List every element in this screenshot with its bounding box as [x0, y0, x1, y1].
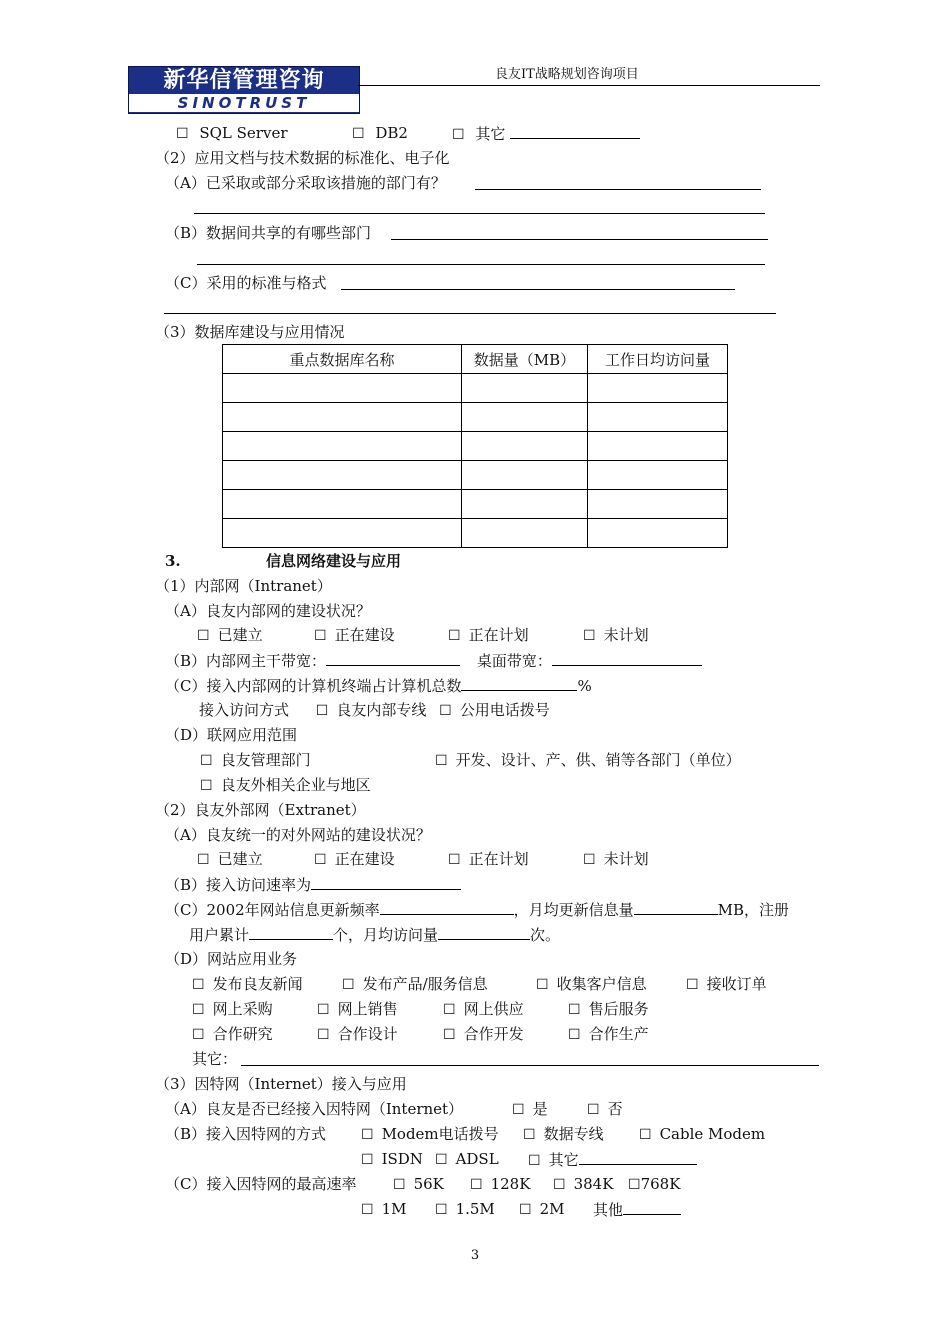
other-input-line[interactable] — [510, 123, 640, 139]
table-header-row — [223, 345, 728, 374]
checkbox-icon[interactable]: ☐ — [314, 628, 327, 644]
other-label: 其他 — [593, 1201, 624, 1219]
website-opt-planning[interactable] — [448, 849, 529, 870]
website-opt-unplanned[interactable] — [583, 849, 649, 870]
option-label: 其它 — [548, 1151, 579, 1169]
question-label: MB，注册 — [717, 901, 790, 919]
registered-users-input[interactable] — [249, 924, 333, 940]
checkbox-icon[interactable]: ☐ — [568, 1027, 581, 1043]
speed-opt[interactable] — [628, 1174, 680, 1195]
other-input-line[interactable] — [579, 1149, 697, 1165]
service-opt[interactable] — [342, 974, 488, 995]
table-cell[interactable] — [223, 461, 462, 490]
intranet-title: （1）内部网（Intranet） — [155, 577, 332, 595]
checkbox-icon[interactable]: ☐ — [197, 852, 210, 868]
question-label: （C）接入内部网的计算机终端占计算机总数 — [165, 677, 462, 695]
service-opt[interactable] — [568, 1024, 649, 1045]
internet-opt-yes[interactable] — [512, 1099, 548, 1120]
option-label: 良友外相关企业与地区 — [220, 776, 371, 794]
service-opt[interactable] — [192, 999, 273, 1020]
company-logo — [128, 66, 360, 114]
option-label: 768K — [640, 1175, 681, 1193]
option-label: 合作开发 — [463, 1025, 524, 1043]
speed-opt[interactable] — [470, 1174, 530, 1195]
question-label: 个，月均访问量 — [333, 926, 439, 944]
option-label: 否 — [607, 1100, 623, 1118]
checkbox-icon[interactable]: ☐ — [523, 1127, 536, 1143]
checkbox-icon[interactable]: ☐ — [519, 1202, 532, 1218]
checkbox-icon[interactable]: ☐ — [470, 1177, 483, 1193]
question-2b — [165, 223, 371, 243]
table-cell[interactable] — [588, 403, 728, 432]
checkbox-icon[interactable]: ☐ — [587, 1102, 600, 1118]
checkbox-icon[interactable]: ☐ — [512, 1102, 525, 1118]
terminal-ratio-input[interactable] — [461, 675, 577, 691]
speed-opt[interactable] — [435, 1199, 495, 1220]
checkbox-icon[interactable]: ☐ — [448, 852, 461, 868]
intranet-question-c — [165, 675, 592, 696]
checkbox-icon[interactable]: ☐ — [200, 753, 213, 769]
option-label: 良友管理部门 — [220, 751, 311, 769]
answer-line[interactable] — [194, 213, 765, 214]
table-cell[interactable] — [462, 432, 588, 461]
service-opt[interactable] — [192, 1024, 273, 1045]
table-cell[interactable] — [462, 461, 588, 490]
website-opt-built[interactable] — [197, 849, 263, 870]
checkbox-icon[interactable]: ☐ — [197, 628, 210, 644]
checkbox-icon[interactable]: ☐ — [317, 1027, 330, 1043]
internet-title: （3）因特网（Internet）接入与应用 — [155, 1075, 407, 1093]
service-opt[interactable] — [317, 1024, 398, 1045]
other-input-line[interactable] — [623, 1199, 681, 1215]
table-cell[interactable] — [223, 374, 462, 403]
speed-opt[interactable] — [553, 1174, 613, 1195]
column-header: 工作日均访问量 — [588, 345, 728, 374]
backbone-bandwidth-label: （B）内部网主干带宽： — [165, 652, 327, 670]
answer-line[interactable] — [475, 189, 761, 190]
column-header: 数据量（MB） — [462, 345, 588, 374]
internet-question-a — [165, 1099, 463, 1119]
intranet-question-d: （D）联网应用范围 — [165, 726, 298, 744]
checkbox-icon[interactable]: ☐ — [452, 127, 465, 143]
option-label: 是 — [532, 1100, 548, 1118]
page-number: 3 — [470, 1248, 480, 1263]
service-opt[interactable] — [568, 999, 649, 1020]
checkbox-icon[interactable]: ☐ — [393, 1177, 406, 1193]
section-3-title: 信息网络建设与应用 — [266, 552, 402, 570]
checkbox-icon[interactable]: ☐ — [314, 852, 327, 868]
scope-opt-management[interactable] — [200, 750, 311, 771]
logo-english-text: SINOTRUST — [129, 94, 359, 112]
subsection-2-2-title: （2）应用文档与技术数据的标准化、电子化 — [155, 149, 450, 167]
checkbox-icon[interactable]: ☐ — [443, 1027, 456, 1043]
table-row — [223, 490, 728, 519]
checkbox-icon[interactable]: ☐ — [361, 1127, 374, 1143]
table-cell[interactable] — [462, 374, 588, 403]
option-label: 数据专线 — [543, 1125, 604, 1143]
checkbox-icon[interactable]: ☐ — [686, 977, 699, 993]
option-label: 发布产品/服务信息 — [362, 975, 488, 993]
backbone-bandwidth-input[interactable] — [326, 650, 460, 666]
extranet-question-c — [165, 899, 789, 920]
db-option-other[interactable] — [452, 123, 640, 145]
conn-opt-modem[interactable] — [361, 1124, 499, 1145]
checkbox-icon[interactable]: ☐ — [553, 1177, 566, 1193]
checkbox-icon[interactable]: ☐ — [528, 1153, 541, 1169]
table-cell[interactable] — [462, 519, 588, 548]
service-other-input[interactable] — [241, 1065, 819, 1066]
conn-opt-leased[interactable] — [523, 1124, 604, 1145]
question-label: （A）良友是否已经接入因特网（Internet） — [165, 1100, 464, 1118]
option-label: Modem电话拨号 — [381, 1125, 499, 1143]
website-opt-building[interactable] — [314, 849, 395, 870]
checkbox-icon[interactable]: ☐ — [639, 1127, 652, 1143]
answer-line[interactable] — [391, 239, 768, 240]
checkbox-icon[interactable]: ☐ — [435, 1152, 448, 1168]
intranet-opt-unplanned[interactable] — [583, 625, 649, 646]
option-label: 正在计划 — [468, 850, 529, 868]
column-header: 重点数据库名称 — [223, 345, 462, 374]
option-label: Cable Modem — [659, 1125, 766, 1143]
access-rate-input[interactable] — [311, 874, 461, 890]
intranet-access-method — [199, 700, 550, 721]
service-other — [192, 1049, 237, 1069]
table-cell[interactable] — [462, 490, 588, 519]
option-label: 2M — [539, 1200, 565, 1218]
option-label: 384K — [573, 1175, 614, 1193]
question-2a — [165, 173, 446, 193]
checkbox-icon[interactable]: ☐ — [583, 628, 596, 644]
desktop-bandwidth-input[interactable] — [552, 650, 702, 666]
internet-opt-no[interactable] — [587, 1099, 623, 1120]
table-cell[interactable] — [588, 374, 728, 403]
intranet-question-a: （A）良友内部网的建设状况？ — [165, 602, 371, 620]
checkbox-icon[interactable]: ☐ — [200, 778, 213, 794]
option-label: 接收订单 — [706, 975, 767, 993]
logo-chinese-text: 新华信管理咨询 — [163, 68, 325, 93]
table-cell[interactable] — [223, 490, 462, 519]
option-label: 1M — [381, 1200, 407, 1218]
table-row — [223, 519, 728, 548]
table-cell[interactable] — [223, 519, 462, 548]
option-label: 合作设计 — [337, 1025, 398, 1043]
other-label: 其它： — [192, 1050, 238, 1068]
checkbox-icon[interactable]: ☐ — [317, 1002, 330, 1018]
checkbox-icon[interactable]: ☐ — [583, 852, 596, 868]
intranet-question-b — [165, 650, 702, 671]
checkbox-icon[interactable]: ☐ — [435, 753, 448, 769]
question-label: （B）接入访问速率为 — [165, 876, 312, 894]
table-cell[interactable] — [462, 403, 588, 432]
table-cell[interactable] — [588, 490, 728, 519]
checkbox-icon[interactable]: ☐ — [192, 1002, 205, 1018]
option-label: 其它 — [475, 125, 506, 143]
option-label: 未计划 — [603, 850, 649, 868]
option-label: 公用电话拨号 — [459, 701, 550, 719]
speed-opt[interactable] — [393, 1174, 444, 1195]
extranet-title: （2）良友外部网（Extranet） — [155, 801, 366, 819]
subsection-2-3-title: （3）数据库建设与应用情况 — [155, 323, 345, 341]
monthly-visits-input[interactable] — [438, 924, 530, 940]
service-opt[interactable] — [443, 999, 524, 1020]
table-cell[interactable] — [223, 403, 462, 432]
option-label: 网上销售 — [337, 1000, 398, 1018]
answer-line[interactable] — [164, 313, 776, 314]
checkbox-icon[interactable]: ☐ — [192, 1027, 205, 1043]
option-label: 开发、设计、产、供、销等各部门（单位） — [455, 751, 741, 769]
project-title: 良友IT战略规划咨询项目 — [495, 67, 639, 82]
question-label: ，月均更新信息量 — [513, 901, 634, 919]
internet-question-c: （C）接入因特网的最高速率 — [165, 1175, 357, 1193]
option-label: 收集客户信息 — [556, 975, 647, 993]
table-cell[interactable] — [588, 461, 728, 490]
table-cell[interactable] — [588, 432, 728, 461]
option-label: 正在计划 — [468, 626, 529, 644]
option-label: 合作研究 — [212, 1025, 273, 1043]
table-cell[interactable] — [223, 432, 462, 461]
table-row — [223, 374, 728, 403]
extranet-question-a: （A）良友统一的对外网站的建设状况？ — [165, 826, 431, 844]
service-opt[interactable] — [443, 1024, 524, 1045]
checkbox-icon[interactable]: ☐ — [342, 977, 355, 993]
option-label: ADSL — [455, 1150, 499, 1168]
option-label: 售后服务 — [588, 1000, 649, 1018]
option-label: 56K — [413, 1175, 444, 1193]
intranet-opt-building[interactable] — [314, 625, 395, 646]
checkbox-icon[interactable]: ☐ — [628, 1177, 641, 1193]
option-label: 网上供应 — [463, 1000, 524, 1018]
desktop-bandwidth-label: 桌面带宽： — [476, 652, 552, 670]
scope-opt-external[interactable] — [200, 775, 371, 796]
option-label: DB2 — [375, 124, 408, 142]
checkbox-icon[interactable]: ☐ — [439, 703, 452, 719]
db-option-sqlserver[interactable] — [176, 123, 288, 144]
scope-opt-departments[interactable] — [435, 750, 741, 771]
speed-opt[interactable] — [361, 1199, 406, 1220]
checkbox-icon[interactable]: ☐ — [568, 1002, 581, 1018]
extranet-question-b — [165, 874, 461, 895]
percent-unit: % — [577, 677, 592, 695]
table-cell[interactable] — [588, 519, 728, 548]
database-table — [222, 344, 728, 548]
conn-opt-isdn[interactable] — [361, 1149, 423, 1170]
access-method-label: 接入访问方式 — [199, 701, 290, 719]
answer-line[interactable] — [341, 289, 735, 290]
question-label: （C）2002年网站信息更新频率 — [165, 901, 380, 919]
intranet-opt-built[interactable] — [197, 625, 263, 646]
extranet-question-d: （D）网站应用业务 — [165, 950, 298, 968]
checkbox-icon[interactable]: ☐ — [435, 1202, 448, 1218]
question-label: 用户累计 — [189, 926, 250, 944]
checkbox-icon[interactable]: ☐ — [315, 703, 329, 719]
question-label: （C）采用的标准与格式 — [165, 274, 327, 292]
conn-opt-adsl[interactable] — [435, 1149, 499, 1170]
option-label: 合作生产 — [588, 1025, 649, 1043]
question-label: （B）数据间共享的有哪些部门 — [165, 224, 372, 242]
option-label: ISDN — [381, 1150, 423, 1168]
option-label: 正在建设 — [334, 626, 395, 644]
option-label: 正在建设 — [334, 850, 395, 868]
checkbox-icon[interactable]: ☐ — [361, 1202, 374, 1218]
table-row — [223, 432, 728, 461]
conn-opt-other[interactable] — [528, 1149, 697, 1171]
answer-line[interactable] — [197, 264, 765, 265]
speed-opt[interactable] — [519, 1199, 564, 1220]
table-row — [223, 461, 728, 490]
internet-question-b: （B）接入因特网的方式 — [165, 1125, 327, 1143]
option-label: 已建立 — [217, 626, 263, 644]
section-3-number: 3. — [165, 552, 181, 570]
checkbox-icon[interactable]: ☐ — [352, 126, 365, 142]
monthly-update-input[interactable] — [634, 899, 718, 915]
option-label: 发布良友新闻 — [212, 975, 303, 993]
checkbox-icon[interactable]: ☐ — [192, 977, 205, 993]
checkbox-icon[interactable]: ☐ — [443, 1002, 456, 1018]
option-label: 1.5M — [455, 1200, 495, 1218]
option-label: 网上采购 — [212, 1000, 273, 1018]
checkbox-icon[interactable]: ☐ — [536, 977, 549, 993]
option-label: 已建立 — [217, 850, 263, 868]
option-label: SQL Server — [199, 124, 288, 142]
update-frequency-input[interactable] — [380, 899, 514, 915]
checkbox-icon[interactable]: ☐ — [176, 126, 189, 142]
db-option-db2[interactable] — [352, 123, 408, 144]
service-opt[interactable] — [317, 999, 398, 1020]
option-label: 未计划 — [603, 626, 649, 644]
header-rule — [358, 85, 820, 86]
extranet-question-c-cont — [189, 924, 560, 945]
checkbox-icon[interactable]: ☐ — [448, 628, 461, 644]
table-row — [223, 403, 728, 432]
intranet-opt-planning[interactable] — [448, 625, 529, 646]
option-label: 128K — [490, 1175, 531, 1193]
conn-opt-cable[interactable] — [639, 1124, 765, 1145]
service-opt[interactable] — [192, 974, 303, 995]
option-label: 良友内部专线 — [336, 701, 427, 719]
speed-other — [593, 1199, 681, 1220]
question-label: 次。 — [530, 926, 561, 944]
service-opt[interactable] — [686, 974, 767, 995]
service-opt[interactable] — [536, 974, 647, 995]
checkbox-icon[interactable]: ☐ — [361, 1152, 374, 1168]
question-2c — [165, 273, 326, 293]
question-label: （A）已采取或部分采取该措施的部门有？ — [165, 174, 446, 192]
